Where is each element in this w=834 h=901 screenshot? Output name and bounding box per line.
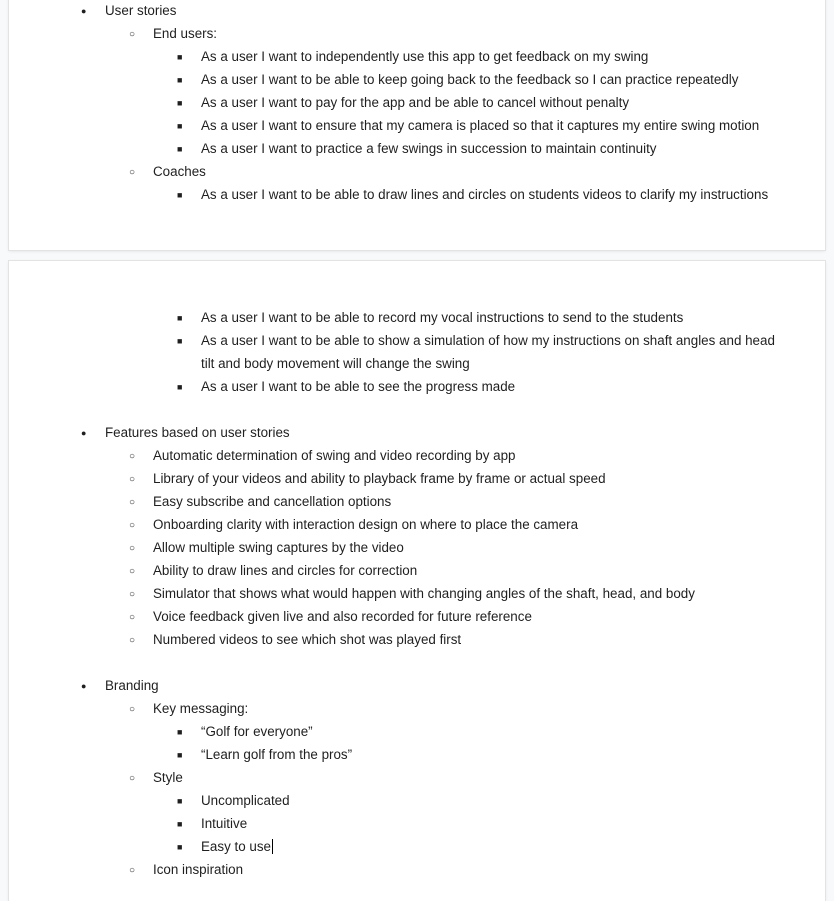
list-item-text: Library of your videos and ability to playback frame by frame or actual speed	[153, 471, 606, 486]
bullet-square-icon	[177, 91, 182, 115]
list-item-text-with-cursor[interactable]	[201, 835, 273, 858]
bullet-square-icon	[177, 743, 182, 767]
bullet-disc-icon	[81, 421, 86, 445]
list-item-text: “Golf for everyone”	[201, 724, 313, 739]
document-page-1[interactable]	[9, 0, 825, 250]
section-heading-features: Features based on user stories	[105, 425, 290, 440]
subheading-coaches: Coaches	[153, 164, 206, 179]
bullet-square-icon	[177, 789, 182, 813]
document-page-2[interactable]	[9, 261, 825, 901]
list-item-text: Intuitive	[201, 816, 248, 831]
bullet-square-icon	[177, 720, 182, 744]
bullet-square-icon	[177, 137, 182, 161]
list-item-text: Simulator that shows what would happen with changing angles of the shaft, head, and body	[153, 586, 695, 601]
list-item-text: As a user I want to be able to keep going back to the feedback so I can practice repeatedly	[201, 72, 739, 87]
text-cursor	[272, 839, 274, 854]
bullet-square-icon	[177, 306, 182, 330]
bullet-square-icon	[177, 183, 182, 207]
subheading-icon-inspiration: Icon inspiration	[153, 862, 244, 877]
bullet-square-icon	[177, 329, 182, 353]
list-item-text: Numbered videos to see which shot was played first	[153, 632, 462, 647]
bullet-circle-icon	[129, 467, 135, 491]
bullet-circle-icon	[129, 536, 135, 560]
bullet-circle-icon	[129, 490, 135, 514]
bullet-disc-icon	[81, 674, 86, 698]
subheading-style: Style	[153, 770, 183, 785]
list-item-text: tilt and body movement will change the swing	[201, 356, 470, 371]
bullet-circle-icon	[129, 582, 135, 606]
list-item-text: Easy subscribe and cancellation options	[153, 494, 392, 509]
list-item-text: As a user I want to be able to draw lines and circles on students videos to clarify my instructions	[201, 187, 769, 202]
bullet-square-icon	[177, 114, 182, 138]
list-item-text: Automatic determination of swing and video recording by app	[153, 448, 516, 463]
list-item-text: As a user I want to pay for the app and be able to cancel without penalty	[201, 95, 630, 110]
bullet-square-icon	[177, 375, 182, 399]
section-heading-user-stories: User stories	[105, 3, 177, 18]
subheading-key-messaging: Key messaging:	[153, 701, 249, 716]
bullet-square-icon	[177, 45, 182, 69]
bullet-circle-icon	[129, 697, 135, 721]
list-item-text: As a user I want to be able to see the progress made	[201, 379, 516, 394]
list-item-text: Onboarding clarity with interaction design on where to place the camera	[153, 517, 579, 532]
list-item-text: Uncomplicated	[201, 793, 290, 808]
bullet-circle-icon	[129, 858, 135, 882]
list-item-text: Allow multiple swing captures by the video	[153, 540, 404, 555]
list-item-text: As a user I want to practice a few swings in succession to maintain continuity	[201, 141, 657, 156]
list-item-text: As a user I want to be able to record my vocal instructions to send to the students	[201, 310, 684, 325]
bullet-circle-icon	[129, 766, 135, 790]
subheading-end-users: End users:	[153, 26, 218, 41]
bullet-disc-icon	[81, 0, 86, 23]
bullet-square-icon	[177, 835, 182, 859]
bullet-circle-icon	[129, 605, 135, 629]
bullet-circle-icon	[129, 559, 135, 583]
list-item-text: Ability to draw lines and circles for correction	[153, 563, 418, 578]
list-item-text: As a user I want to be able to show a simulation of how my instructions on shaft angles and head	[201, 333, 775, 348]
bullet-square-icon	[177, 812, 182, 836]
bullet-circle-icon	[129, 513, 135, 537]
section-heading-branding: Branding	[105, 678, 159, 693]
bullet-circle-icon	[129, 22, 135, 46]
list-item-text[interactable]: Easy to use	[201, 839, 271, 854]
list-item-text: “Learn golf from the pros”	[201, 747, 353, 762]
bullet-circle-icon	[129, 444, 135, 468]
list-item-text: As a user I want to independently use this app to get feedback on my swing	[201, 49, 649, 64]
bullet-circle-icon	[129, 628, 135, 652]
bullet-circle-icon	[129, 160, 135, 184]
bullet-square-icon	[177, 68, 182, 92]
list-item-text: Voice feedback given live and also recorded for future reference	[153, 609, 532, 624]
list-item-text: As a user I want to ensure that my camera is placed so that it captures my entire swing motion	[201, 118, 760, 133]
